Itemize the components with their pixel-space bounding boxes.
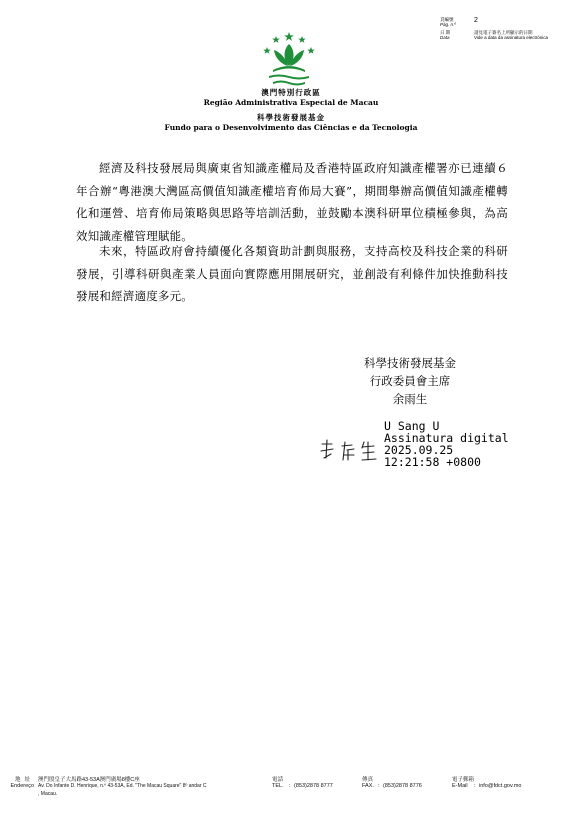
page-number-label xyxy=(440,17,474,27)
fax-label: FAX. xyxy=(362,783,374,789)
digital-signature-time: 12:21:58 +0800 xyxy=(384,455,481,469)
email-link[interactable]: info@fdct.gov.mo xyxy=(479,783,522,789)
email-label: E-Mail xyxy=(452,783,468,789)
fund-name-zh: 科學技術發展基金 xyxy=(257,113,325,122)
handwritten-signature-icon xyxy=(318,436,382,466)
page-number-label-zh: 頁編號 xyxy=(440,17,454,22)
page-number-label-pt: Pág. n.º xyxy=(440,22,456,27)
page-number-row xyxy=(440,17,570,27)
fax-value: (853)2878 8776 xyxy=(383,783,422,789)
body-paragraph-2: 未來，特區政府會持續優化各類資助計劃與服務，支持高校及科技企業的科研發展，引導科研與產業人員面向實際應用開展研究，並創設有利條件加快推動科技發展和經濟適度多元。 xyxy=(76,244,508,303)
fax-label-zh: 傳真 xyxy=(362,777,374,783)
page-meta xyxy=(440,17,570,40)
macau-lotus-logo-icon xyxy=(261,30,317,86)
footer: 地址 Endereço 澳門殷皇子大馬路43-53A澳門廣場8樓C座 Av. Do Infante D. Henrique, n.º 43-53A, Ed. "The Macau Square" 8º andar C , Macau. 電話 TEL. : (853)2878 8777 傳真 FAX. : (853)2878 8776 電子郵箱 E-Mail : info@fdct.gov.mo xyxy=(0,772,582,812)
email-label-zh: 電子郵箱 xyxy=(452,777,475,783)
address-pt-line1: Av. Do Infante D. Henrique, n.º 43-53A, Ed. "The Macau Square" 8º andar C xyxy=(38,783,207,789)
digital-signature xyxy=(384,420,509,468)
address-zh: 澳門殷皇子大馬路43-53A澳門廣場8樓C座 xyxy=(38,777,140,783)
tel-value: (853)2878 8777 xyxy=(294,783,333,789)
digital-signature-label: Assinatura digital xyxy=(384,431,509,445)
region-name-zh: 澳門特別行政區 xyxy=(261,88,321,97)
date-label xyxy=(440,30,474,40)
date-row xyxy=(440,30,570,40)
date-value-zh: 請見電子簽名上所顯示的日期 xyxy=(474,30,533,35)
tel-label: TEL. xyxy=(272,783,284,789)
address-pt-line2: , Macau. xyxy=(38,791,58,797)
body-paragraph-1: 經濟及科技發展局與廣東省知識產權局及香港特區政府知識產權署亦已連續６年合辦“粵港澳大灣區高價值知識產權培育佈局大賽”，期間舉辦高價值知識產權轉化和運營、培育佈局策略與思路等培訓活動，並鼓勵本澳科研單位積極參與，為高效知識產權管理賦能。 xyxy=(76,161,508,243)
tel-label-zh: 電話 xyxy=(272,777,284,783)
date-label-pt: Data xyxy=(440,35,450,40)
digital-signature-name: U Sang U xyxy=(384,419,440,433)
signatory-organization: 科學技術發展基金 xyxy=(364,356,456,370)
date-value-pt: Vide a data da assinatura electrónica xyxy=(474,35,548,40)
date-value xyxy=(474,30,570,40)
address-label-zh: 地址 xyxy=(14,777,34,783)
page-number-value: 2 xyxy=(474,17,478,24)
date-label-zh: 日 期 xyxy=(440,30,451,35)
address-label-pt: Endereço xyxy=(10,783,34,789)
region-name-pt: Região Administrativa Especial de Macau xyxy=(203,98,379,107)
signatory-name: 余雨生 xyxy=(392,392,428,406)
digital-signature-date: 2025.09.25 xyxy=(384,443,454,457)
signatory-role: 行政委員會主席 xyxy=(369,374,451,388)
fund-name-pt: Fundo para o Desenvolvimento das Ciências e da Tecnologia xyxy=(164,123,418,132)
